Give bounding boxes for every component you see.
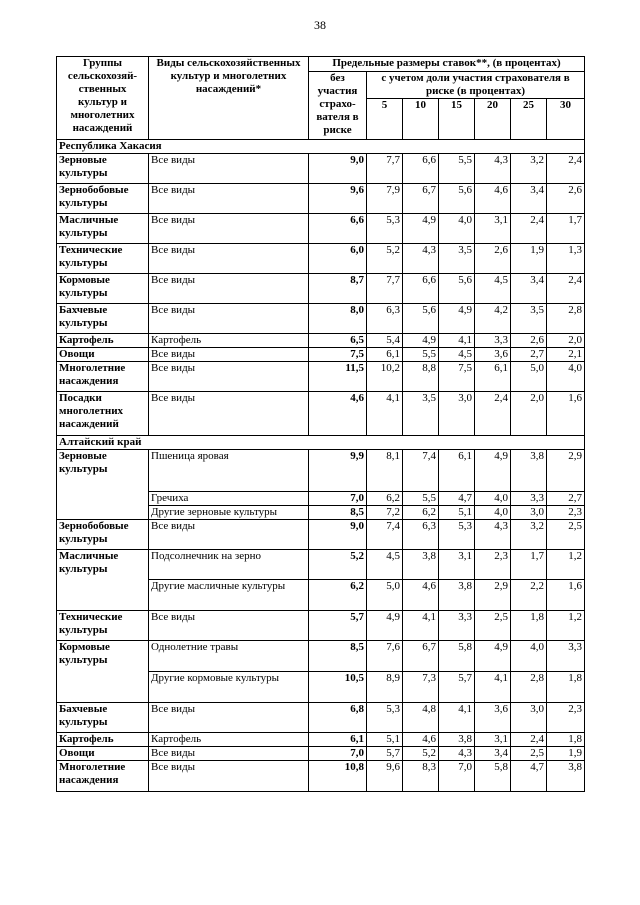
rate-with-share: 4,8 [403,703,439,733]
rate-with-share: 4,7 [439,492,475,506]
rate-without-share: 11,5 [309,362,367,392]
table-row [57,747,585,761]
rate-with-share: 2,4 [511,214,547,244]
header-share: 25 [511,99,547,140]
rate-with-share: 6,1 [439,450,475,492]
rate-with-share: 3,0 [511,506,547,520]
rate-without-share: 4,6 [309,392,367,436]
rate-with-share: 4,1 [439,703,475,733]
rate-with-share: 3,4 [475,747,511,761]
rate-with-share: 4,0 [547,362,585,392]
rate-with-share: 4,3 [439,747,475,761]
rate-with-share: 5,4 [367,334,403,348]
crop-kind: Другие масличные культуры [149,580,309,611]
rate-with-share: 3,4 [511,184,547,214]
rate-with-share: 3,3 [439,611,475,641]
rate-without-share: 8,5 [309,506,367,520]
crop-group: Технические культуры [57,244,149,274]
rate-with-share: 5,6 [403,304,439,334]
rate-with-share: 1,6 [547,580,585,611]
rate-with-share: 2,2 [511,580,547,611]
crop-group: Многолетние насаждения [57,362,149,392]
table-row [57,611,585,641]
rate-with-share: 4,1 [403,611,439,641]
rate-with-share: 5,1 [367,733,403,747]
rate-with-share: 5,6 [439,274,475,304]
rate-with-share: 5,7 [439,672,475,703]
rate-with-share: 3,5 [511,304,547,334]
rate-with-share: 2,8 [547,304,585,334]
table-row [57,214,585,244]
rate-with-share: 4,1 [475,672,511,703]
header-limits: Предельные размеры ставок**, (в процентах) [309,57,585,72]
rate-without-share: 6,6 [309,214,367,244]
header-share: 20 [475,99,511,140]
rate-with-share: 3,3 [511,492,547,506]
rate-with-share: 7,4 [367,520,403,550]
crop-group: Бахчевые культуры [57,703,149,733]
header-share: 10 [403,99,439,140]
rate-with-share: 2,5 [475,611,511,641]
rate-without-share: 8,7 [309,274,367,304]
crop-group: Посадки многолетних насаждений [57,392,149,436]
rate-with-share: 1,8 [547,733,585,747]
rate-with-share: 5,3 [367,214,403,244]
rate-with-share: 6,3 [403,520,439,550]
crop-group: Кормовые культуры [57,274,149,304]
crop-group: Масличные культуры [57,214,149,244]
rate-without-share: 6,1 [309,733,367,747]
rate-with-share: 6,2 [367,492,403,506]
crop-group: Овощи [57,348,149,362]
rate-with-share: 1,7 [547,214,585,244]
rate-with-share: 3,1 [475,214,511,244]
rate-with-share: 3,8 [439,733,475,747]
rate-with-share: 2,3 [547,506,585,520]
rate-with-share: 5,3 [439,520,475,550]
rate-with-share: 5,3 [367,703,403,733]
page-number: 38 [314,18,326,32]
rate-without-share: 7,0 [309,492,367,506]
table-row [57,304,585,334]
rate-with-share: 8,1 [367,450,403,492]
rate-with-share: 7,2 [367,506,403,520]
rate-with-share: 2,5 [511,747,547,761]
rate-with-share: 4,9 [367,611,403,641]
rate-with-share: 3,6 [475,703,511,733]
table-row [57,733,585,747]
rate-with-share: 2,6 [475,244,511,274]
rate-with-share: 8,8 [403,362,439,392]
rate-without-share: 7,5 [309,348,367,362]
crop-group: Кормовые культуры [57,641,149,703]
rate-with-share: 5,7 [367,747,403,761]
rate-with-share: 6,1 [475,362,511,392]
crop-group: Технические культуры [57,611,149,641]
crop-kind: Подсолнечник на зерно [149,550,309,580]
crop-group: Масличные культуры [57,550,149,611]
rate-with-share: 1,9 [511,244,547,274]
rate-with-share: 7,6 [367,641,403,672]
rate-without-share: 9,9 [309,450,367,492]
rate-with-share: 6,7 [403,184,439,214]
crop-kind: Гречиха [149,492,309,506]
region-row [57,140,585,154]
crop-kind: Картофель [149,733,309,747]
rate-with-share: 8,9 [367,672,403,703]
rate-with-share: 2,9 [475,580,511,611]
rate-with-share: 2,0 [547,334,585,348]
rate-without-share: 8,5 [309,641,367,672]
rate-with-share: 5,5 [403,492,439,506]
rate-with-share: 2,3 [547,703,585,733]
table-row [57,703,585,733]
rate-without-share: 8,0 [309,304,367,334]
rate-with-share: 3,5 [403,392,439,436]
header-share: 15 [439,99,475,140]
rate-with-share: 3,0 [439,392,475,436]
table-row [57,641,585,672]
rate-with-share: 4,3 [475,154,511,184]
rate-with-share: 5,5 [403,348,439,362]
crop-kind: Все виды [149,154,309,184]
crop-group: Картофель [57,733,149,747]
rate-without-share: 10,5 [309,672,367,703]
rate-with-share: 7,0 [439,761,475,792]
rate-with-share: 10,2 [367,362,403,392]
crop-kind: Другие зерновые культуры [149,506,309,520]
table-row [57,550,585,580]
crop-kind: Все виды [149,362,309,392]
rate-without-share: 9,0 [309,154,367,184]
rate-with-share: 4,0 [511,641,547,672]
rate-with-share: 4,3 [403,244,439,274]
crop-kind: Все виды [149,214,309,244]
rate-with-share: 7,4 [403,450,439,492]
rate-with-share: 8,3 [403,761,439,792]
rate-with-share: 9,6 [367,761,403,792]
rate-with-share: 4,6 [475,184,511,214]
rate-with-share: 4,6 [403,580,439,611]
table-header [57,57,585,140]
rate-with-share: 4,0 [475,506,511,520]
rate-with-share: 5,2 [403,747,439,761]
rate-with-share: 1,2 [547,550,585,580]
table-row [57,274,585,304]
insurance-rates-table [56,56,585,792]
rate-with-share: 6,3 [367,304,403,334]
rate-with-share: 3,2 [511,520,547,550]
rate-with-share: 3,5 [439,244,475,274]
rate-with-share: 3,2 [511,154,547,184]
rate-with-share: 2,9 [547,450,585,492]
crop-kind: Все виды [149,304,309,334]
rate-with-share: 1,6 [547,392,585,436]
header-share: 5 [367,99,403,140]
crop-kind: Другие кормовые культуры [149,672,309,703]
rate-with-share: 4,1 [439,334,475,348]
table-row [57,334,585,348]
region-name: Алтайский край [57,436,585,450]
header-group: Группы сельскохозяй-ственных культур и многолетних насаждений [57,57,149,140]
rate-with-share: 5,0 [367,580,403,611]
rate-with-share: 2,4 [475,392,511,436]
rate-with-share: 4,0 [475,492,511,506]
table-row [57,392,585,436]
rate-without-share: 5,7 [309,611,367,641]
table-row [57,244,585,274]
rate-with-share: 1,8 [547,672,585,703]
rate-with-share: 3,1 [439,550,475,580]
rate-with-share: 2,7 [511,348,547,362]
rate-with-share: 4,9 [403,214,439,244]
rate-with-share: 5,1 [439,506,475,520]
header-kinds: Виды сельскохозяйственных культур и многолетних насаждений* [149,57,309,140]
rate-with-share: 4,5 [439,348,475,362]
rate-with-share: 1,9 [547,747,585,761]
rate-with-share: 3,8 [439,580,475,611]
crop-group: Овощи [57,747,149,761]
crop-group: Картофель [57,334,149,348]
rate-without-share: 9,6 [309,184,367,214]
rate-with-share: 3,1 [475,733,511,747]
rate-with-share: 4,9 [439,304,475,334]
rate-with-share: 2,6 [511,334,547,348]
table-row [57,362,585,392]
rate-with-share: 2,4 [547,154,585,184]
rate-with-share: 4,0 [439,214,475,244]
rate-without-share: 6,2 [309,580,367,611]
crop-group: Многолетние насаждения [57,761,149,792]
rate-with-share: 6,7 [403,641,439,672]
table-row [57,450,585,492]
rate-with-share: 4,5 [475,274,511,304]
rate-with-share: 3,0 [511,703,547,733]
crop-group: Бахчевые культуры [57,304,149,334]
crop-group: Зерновые культуры [57,154,149,184]
rate-with-share: 4,3 [475,520,511,550]
table-body [57,140,585,792]
rate-with-share: 4,5 [367,550,403,580]
rate-without-share: 9,0 [309,520,367,550]
rate-with-share: 2,7 [547,492,585,506]
header-without-share: без участия страхо-вателя в риске [309,72,367,140]
crop-kind: Все виды [149,747,309,761]
rate-with-share: 3,3 [475,334,511,348]
rate-with-share: 3,3 [547,641,585,672]
rate-with-share: 2,6 [547,184,585,214]
rate-without-share: 6,0 [309,244,367,274]
header-with-share: с учетом доли участия страхователя в риске (в процентах) [367,72,585,99]
rate-without-share: 6,5 [309,334,367,348]
crop-kind: Однолетние травы [149,641,309,672]
rate-with-share: 2,5 [547,520,585,550]
rate-with-share: 2,3 [475,550,511,580]
rate-with-share: 4,9 [475,450,511,492]
rate-with-share: 2,0 [511,392,547,436]
rate-with-share: 6,1 [367,348,403,362]
rate-without-share: 5,2 [309,550,367,580]
crop-kind: Картофель [149,334,309,348]
rate-with-share: 3,4 [511,274,547,304]
rate-with-share: 1,2 [547,611,585,641]
rate-with-share: 7,7 [367,274,403,304]
rate-with-share: 1,7 [511,550,547,580]
crop-group: Зернобобовые культуры [57,184,149,214]
rate-with-share: 5,8 [439,641,475,672]
rate-with-share: 4,6 [403,733,439,747]
rate-with-share: 5,6 [439,184,475,214]
rate-without-share: 6,8 [309,703,367,733]
rate-with-share: 4,2 [475,304,511,334]
rate-with-share: 1,8 [511,611,547,641]
crop-kind: Все виды [149,274,309,304]
rate-with-share: 5,5 [439,154,475,184]
rate-with-share: 7,7 [367,154,403,184]
crop-group: Зернобобовые культуры [57,520,149,550]
crop-kind: Все виды [149,184,309,214]
rate-with-share: 4,9 [475,641,511,672]
region-name: Республика Хакасия [57,140,585,154]
rate-with-share: 5,2 [367,244,403,274]
rate-with-share: 2,8 [511,672,547,703]
table-row [57,761,585,792]
rate-with-share: 7,9 [367,184,403,214]
rate-with-share: 5,8 [475,761,511,792]
rate-with-share: 1,3 [547,244,585,274]
crop-kind: Все виды [149,244,309,274]
rate-with-share: 4,9 [403,334,439,348]
rate-with-share: 3,8 [511,450,547,492]
crop-kind: Все виды [149,392,309,436]
crop-kind: Пшеница яровая [149,450,309,492]
region-row [57,436,585,450]
rate-with-share: 2,4 [547,274,585,304]
rate-with-share: 3,6 [475,348,511,362]
header-share: 30 [547,99,585,140]
rate-with-share: 6,6 [403,154,439,184]
rate-with-share: 7,3 [403,672,439,703]
table-row [57,348,585,362]
crop-group: Зерновые культуры [57,450,149,520]
rate-with-share: 2,4 [511,733,547,747]
rate-with-share: 6,2 [403,506,439,520]
table-row [57,184,585,214]
rate-with-share: 5,0 [511,362,547,392]
rate-with-share: 2,1 [547,348,585,362]
crop-kind: Все виды [149,520,309,550]
crop-kind: Все виды [149,703,309,733]
rate-with-share: 7,5 [439,362,475,392]
crop-kind: Все виды [149,611,309,641]
crop-kind: Все виды [149,761,309,792]
rate-without-share: 10,8 [309,761,367,792]
rate-with-share: 3,8 [403,550,439,580]
rate-with-share: 3,8 [547,761,585,792]
table-row [57,154,585,184]
rate-with-share: 4,7 [511,761,547,792]
rate-with-share: 4,1 [367,392,403,436]
table-row [57,520,585,550]
rate-without-share: 7,0 [309,747,367,761]
rate-with-share: 6,6 [403,274,439,304]
crop-kind: Все виды [149,348,309,362]
